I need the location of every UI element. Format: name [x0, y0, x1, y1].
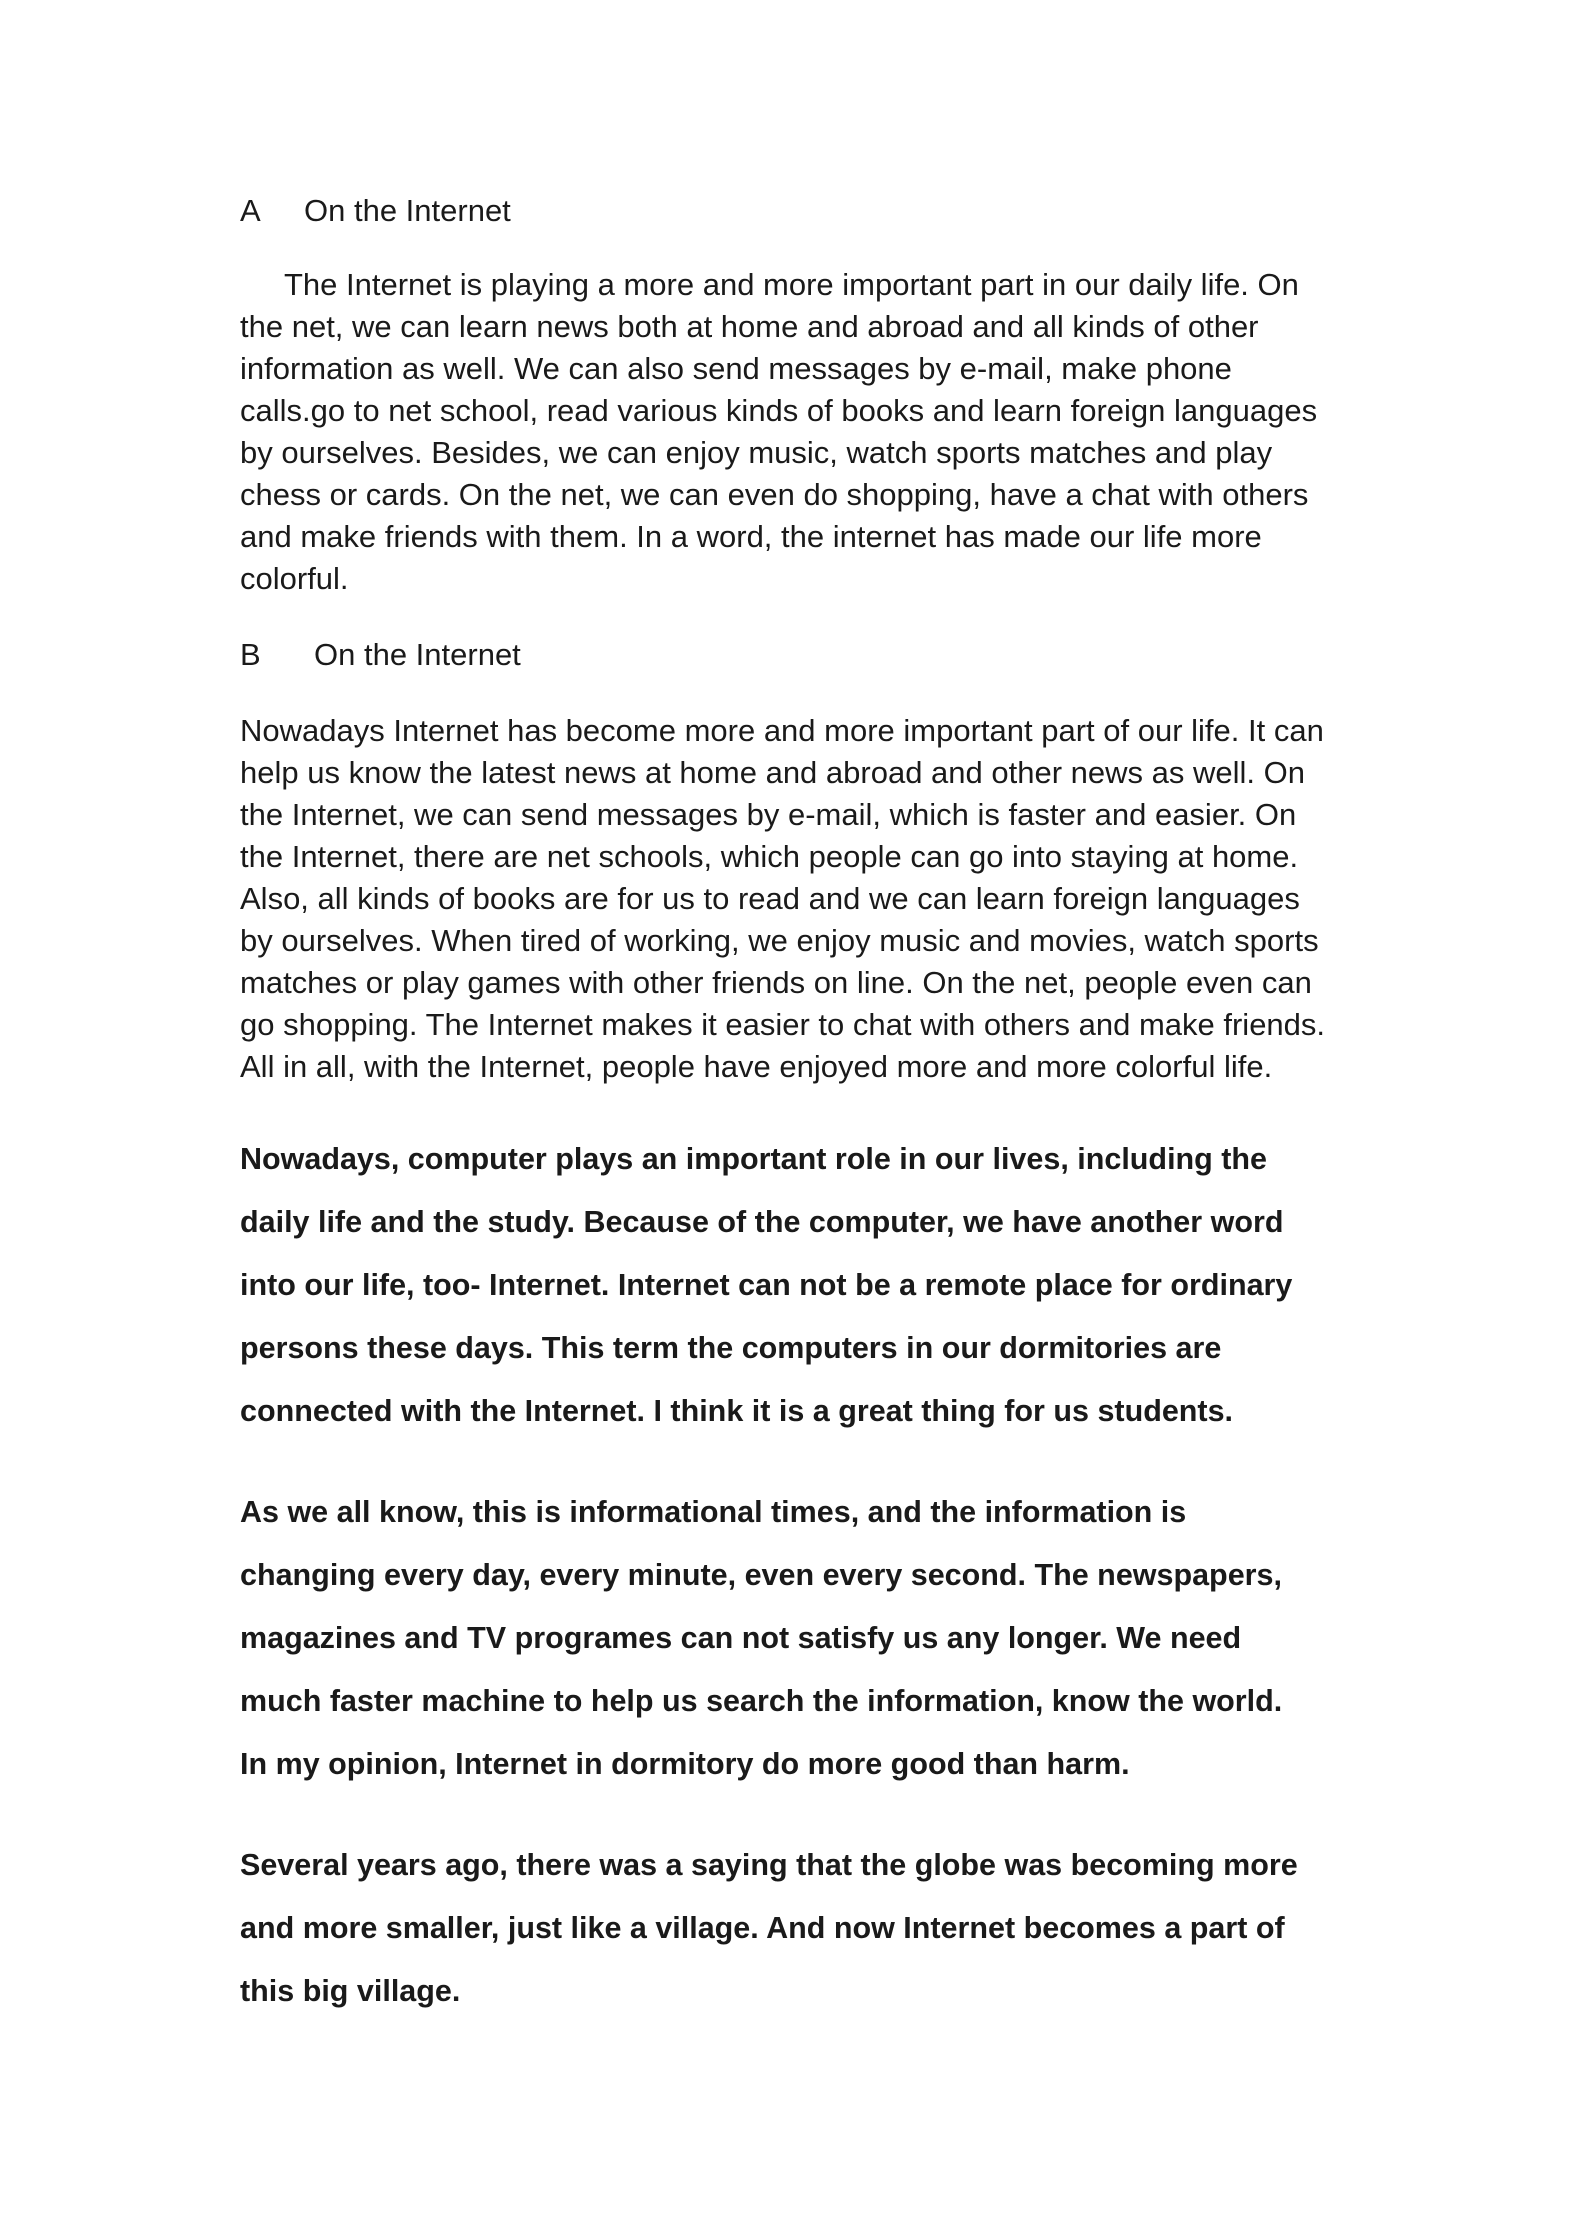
text-line: by ourselves. When tired of working, we enjoy music and movies, watch sports: [240, 923, 1319, 958]
section-a-title: On the Internet: [304, 193, 511, 228]
text-line: go shopping. The Internet makes it easier to chat with others and make friends.: [240, 1007, 1326, 1042]
text-line: All in all, with the Internet, people have enjoyed more and more colorful life.: [240, 1049, 1273, 1084]
text-line: connected with the Internet. I think it is a great thing for us students.: [240, 1394, 1234, 1428]
text-line: daily life and the study. Because of the computer, we have another word: [240, 1205, 1284, 1239]
text-line: Several years ago, there was a saying that the globe was becoming more: [240, 1848, 1298, 1882]
text-line: colorful.: [240, 561, 349, 596]
text-line: The Internet is playing a more and more important part in our daily life. On: [284, 267, 1299, 302]
text-line: the Internet, we can send messages by e-mail, which is faster and easier. On: [240, 797, 1297, 832]
bold-paragraph-1: [240, 1128, 1370, 1443]
text-line: Also, all kinds of books are for us to read and we can learn foreign languages: [240, 881, 1300, 916]
text-line: magazines and TV programes can not satisfy us any longer. We need: [240, 1621, 1242, 1655]
text-line: the net, we can learn news both at home and abroad and all kinds of other: [240, 309, 1259, 344]
section-b-paragraph: [240, 710, 1370, 1088]
bold-paragraph-3: [240, 1834, 1370, 2023]
text-line: and make friends with them. In a word, the internet has made our life more: [240, 519, 1262, 554]
text-line: As we all know, this is informational times, and the information is: [240, 1495, 1187, 1529]
text-line: chess or cards. On the net, we can even do shopping, have a chat with others: [240, 477, 1309, 512]
text-line: Nowadays, computer plays an important role in our lives, including the: [240, 1142, 1268, 1176]
text-line: Nowadays Internet has become more and more important part of our life. It can: [240, 713, 1324, 748]
section-b-heading: [240, 634, 1370, 676]
text-line: into our life, too- Internet. Internet can not be a remote place for ordinary: [240, 1268, 1293, 1302]
document-body: [240, 190, 1370, 2023]
section-a-paragraph: [240, 264, 1370, 600]
section-b-letter: B: [240, 637, 261, 672]
section-a-heading: [240, 190, 1370, 232]
text-line: and more smaller, just like a village. And now Internet becomes a part of: [240, 1911, 1285, 1945]
text-line: help us know the latest news at home and abroad and other news as well. On: [240, 755, 1305, 790]
text-line: by ourselves. Besides, we can enjoy music, watch sports matches and play: [240, 435, 1273, 470]
text-line: calls.go to net school, read various kinds of books and learn foreign languages: [240, 393, 1318, 428]
text-line: matches or play games with other friends on line. On the net, people even can: [240, 965, 1312, 1000]
bold-paragraph-2: [240, 1481, 1370, 1796]
text-line: the Internet, there are net schools, which people can go into staying at home.: [240, 839, 1299, 874]
text-line: In my opinion, Internet in dormitory do more good than harm.: [240, 1747, 1130, 1781]
text-line: much faster machine to help us search the information, know the world.: [240, 1684, 1283, 1718]
text-line: persons these days. This term the computers in our dormitories are: [240, 1331, 1222, 1365]
text-line: information as well. We can also send messages by e-mail, make phone: [240, 351, 1232, 386]
section-b-title: On the Internet: [314, 637, 521, 672]
section-a-letter: A: [240, 193, 261, 228]
text-line: this big village.: [240, 1974, 461, 2008]
text-line: changing every day, every minute, even every second. The newspapers,: [240, 1558, 1282, 1592]
